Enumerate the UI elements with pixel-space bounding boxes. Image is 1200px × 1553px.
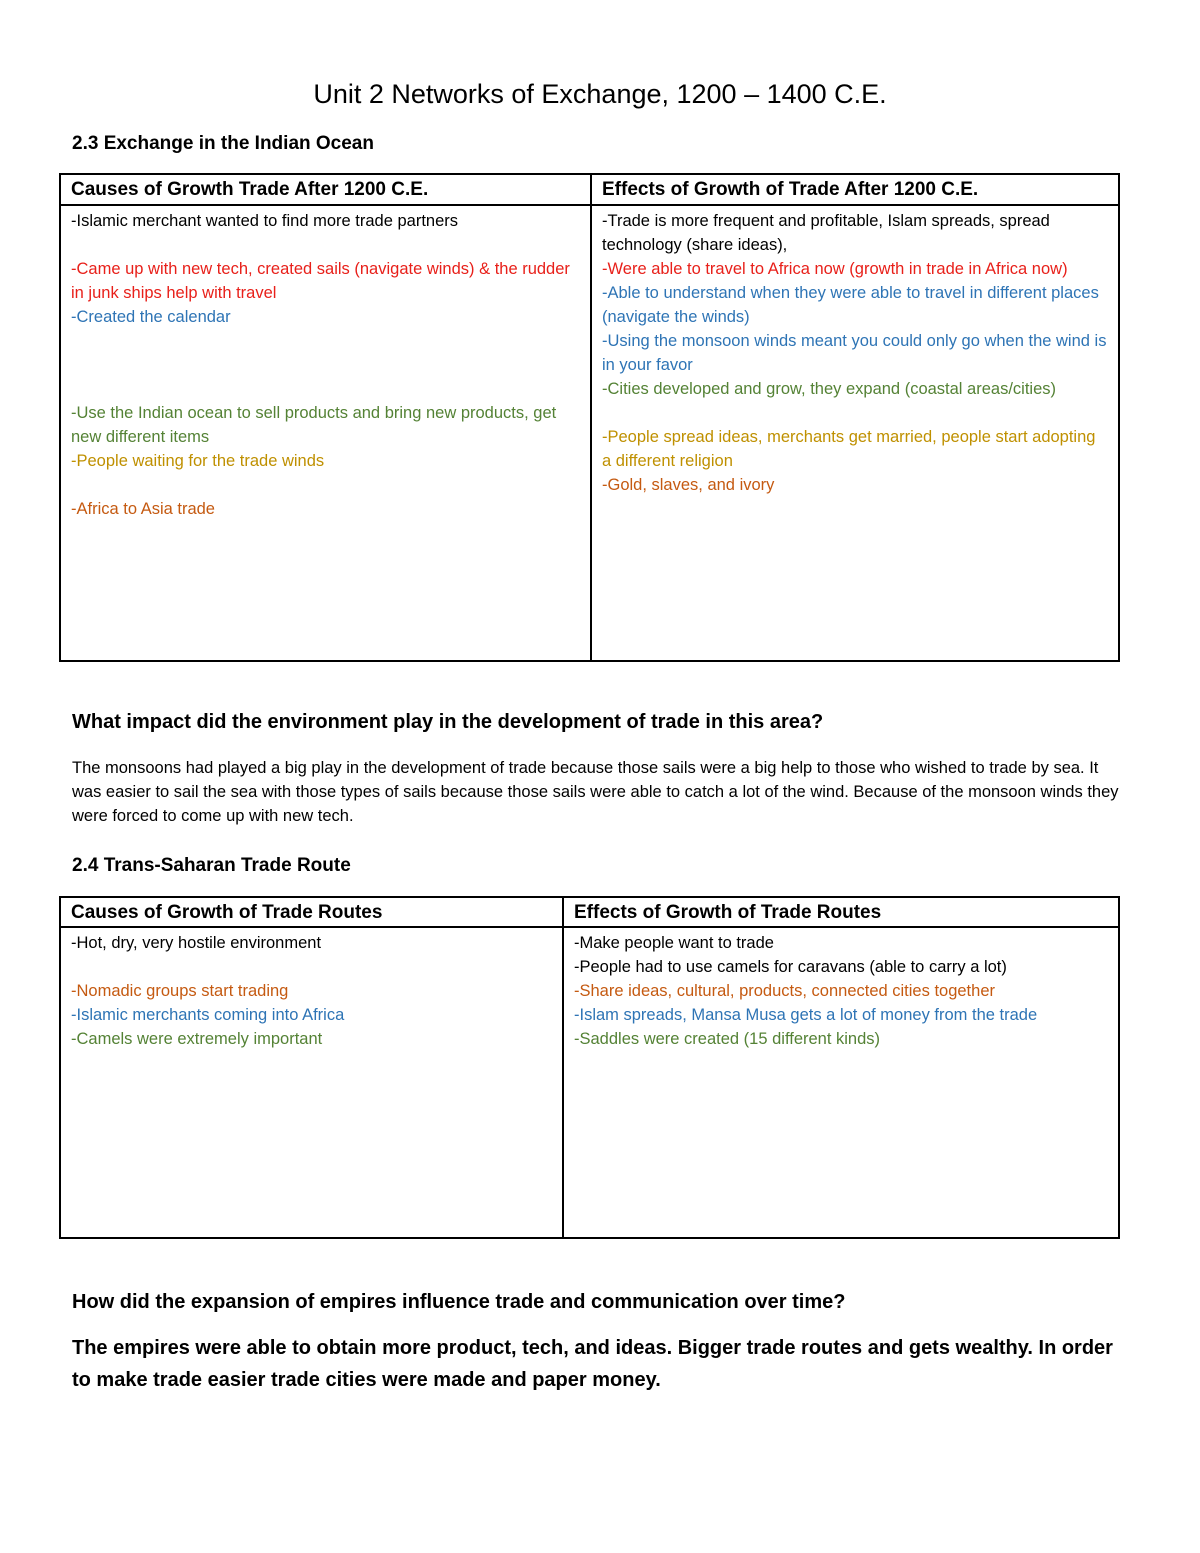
list-item: -Cities developed and grow, they expand (coastal areas/cities) — [602, 380, 1056, 398]
list-item: -People spread ideas, merchants get married, people start adopting a different religion — [602, 428, 1101, 470]
blank-line — [71, 329, 580, 353]
table-header-effects: Effects of Growth of Trade After 1200 C.E. — [592, 175, 1118, 206]
list-item: -Able to understand when they were able to travel in different places (navigate the winds) — [602, 284, 1104, 326]
list-item: -Islamic merchant wanted to find more trade partners — [71, 212, 459, 230]
list-item: -Trade is more frequent and profitable, Islam spreads, spread technology (share ideas), — [602, 212, 1055, 254]
list-item: -Nomadic groups start trading — [71, 982, 289, 1000]
effects-cell — [564, 928, 1118, 1237]
list-item: -People had to use camels for caravans (able to carry a lot) — [574, 958, 1007, 976]
section-heading-trans-saharan: 2.4 Trans-Saharan Trade Route — [72, 855, 351, 876]
list-item: -Make people want to trade — [574, 934, 774, 952]
list-item: -Hot, dry, very hostile environment — [71, 934, 322, 952]
causes-cell — [61, 206, 592, 660]
blank-line — [602, 401, 1108, 425]
effects-cell — [592, 206, 1118, 660]
section-heading-indian-ocean: 2.3 Exchange in the Indian Ocean — [72, 133, 374, 154]
blank-line — [71, 353, 580, 377]
answer-empires: The empires were able to obtain more product, tech, and ideas. Bigger trade routes and gets wealthy. In order to make trade easier trade cities were made and paper money. — [72, 1337, 1113, 1391]
indian-ocean-table — [59, 173, 1120, 662]
list-item: -Share ideas, cultural, products, connected cities together — [574, 982, 995, 1000]
answer-environment: The monsoons had played a big play in the development of trade because those sails were a big help to those who wished to trade by sea. It was easier to sail the sea with those types of sails because those sails were able to catch a lot of the wind. Because of the monsoon winds they were forced to come up with new tech. — [72, 759, 1119, 825]
blank-line — [71, 955, 552, 979]
blank-line — [71, 233, 580, 257]
list-item: -Created the calendar — [71, 308, 231, 326]
list-item: -Camels were extremely important — [71, 1030, 323, 1048]
list-item: -Africa to Asia trade — [71, 500, 215, 518]
table-header-causes: Causes of Growth of Trade Routes — [61, 898, 564, 928]
blank-line — [71, 473, 580, 497]
list-item: -Gold, slaves, and ivory — [602, 476, 775, 494]
blank-line — [71, 377, 580, 401]
list-item: -Islamic merchants coming into Africa — [71, 1006, 345, 1024]
list-item: -Came up with new tech, created sails (navigate winds) & the rudder in junk ships help with travel — [71, 260, 575, 302]
list-item: -People waiting for the trade winds — [71, 452, 325, 470]
question-empires: How did the expansion of empires influence trade and communication over time? — [72, 1291, 846, 1313]
trans-saharan-table — [59, 896, 1120, 1239]
causes-cell — [61, 928, 564, 1237]
list-item: -Use the Indian ocean to sell products and bring new products, get new different items — [71, 404, 561, 446]
list-item: -Using the monsoon winds meant you could only go when the wind is in your favor — [602, 332, 1112, 374]
page-title: Unit 2 Networks of Exchange, 1200 – 1400 C.E. — [313, 79, 887, 109]
table-header-causes: Causes of Growth Trade After 1200 C.E. — [61, 175, 592, 206]
list-item: -Were able to travel to Africa now (growth in trade in Africa now) — [602, 260, 1068, 278]
list-item: -Islam spreads, Mansa Musa gets a lot of money from the trade — [574, 1006, 1038, 1024]
list-item: -Saddles were created (15 different kinds) — [574, 1030, 881, 1048]
table-header-effects: Effects of Growth of Trade Routes — [564, 898, 1118, 928]
question-environment: What impact did the environment play in the development of trade in this area? — [72, 711, 824, 733]
